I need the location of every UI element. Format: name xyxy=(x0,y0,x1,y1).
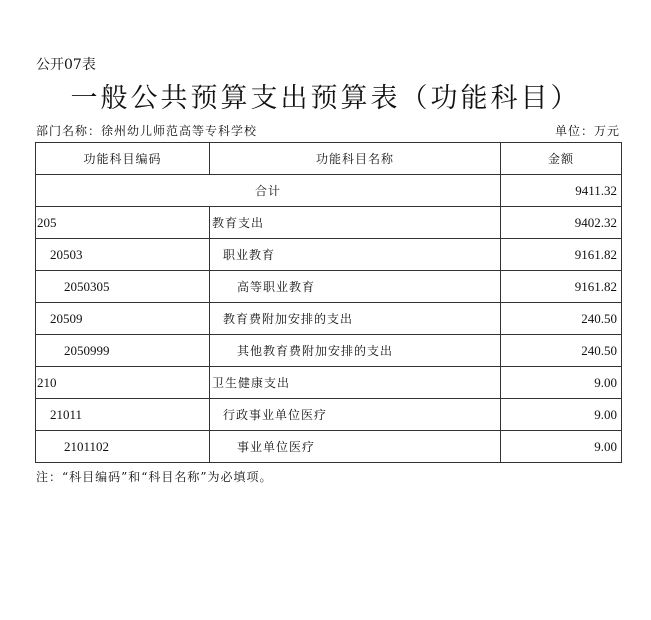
table-row xyxy=(36,239,622,271)
cell-amount: 240.50 xyxy=(501,303,622,335)
cell-amount: 9.00 xyxy=(501,367,622,399)
cell-code: 20509 xyxy=(36,303,210,335)
cell-name: 卫生健康支出 xyxy=(210,367,501,399)
table-row xyxy=(36,335,622,367)
cell-code: 210 xyxy=(36,367,210,399)
header-name: 功能科目名称 xyxy=(210,143,501,175)
cell-amount: 9161.82 xyxy=(501,239,622,271)
table-row xyxy=(36,271,622,303)
department-name: 部门名称：徐州幼儿师范高等专科学校 xyxy=(36,124,258,138)
page-title: 一般公共预算支出预算表（功能科目） xyxy=(70,83,581,114)
table-row xyxy=(36,303,622,335)
table-header-row xyxy=(36,143,622,175)
table-row xyxy=(36,399,622,431)
cell-name: 行政事业单位医疗 xyxy=(210,399,501,431)
table-row xyxy=(36,367,622,399)
header-code: 功能科目编码 xyxy=(36,143,210,175)
total-row xyxy=(36,175,622,207)
table-row xyxy=(36,431,622,463)
cell-code: 2050305 xyxy=(36,271,210,303)
cell-name: 教育费附加安排的支出 xyxy=(210,303,501,335)
cell-amount: 240.50 xyxy=(501,335,622,367)
cell-amount: 9.00 xyxy=(501,399,622,431)
cell-name: 事业单位医疗 xyxy=(210,431,501,463)
table-row xyxy=(36,207,622,239)
cell-name: 教育支出 xyxy=(210,207,501,239)
cell-name: 其他教育费附加安排的支出 xyxy=(210,335,501,367)
total-amount: 9411.32 xyxy=(501,175,622,207)
cell-code: 21011 xyxy=(36,399,210,431)
header-amount: 金额 xyxy=(501,143,622,175)
cell-code: 2101102 xyxy=(36,431,210,463)
form-code: 公开07表 xyxy=(36,57,96,73)
cell-code: 2050999 xyxy=(36,335,210,367)
unit-label: 单位：万元 xyxy=(554,124,620,138)
cell-amount: 9.00 xyxy=(501,431,622,463)
cell-amount: 9402.32 xyxy=(501,207,622,239)
cell-code: 205 xyxy=(36,207,210,239)
cell-amount: 9161.82 xyxy=(501,271,622,303)
budget-table xyxy=(35,142,622,463)
cell-code: 20503 xyxy=(36,239,210,271)
footnote: 注：“科目编码”和“科目名称”为必填项。 xyxy=(36,470,273,484)
total-label: 合计 xyxy=(36,175,501,207)
cell-name: 职业教育 xyxy=(210,239,501,271)
cell-name: 高等职业教育 xyxy=(210,271,501,303)
